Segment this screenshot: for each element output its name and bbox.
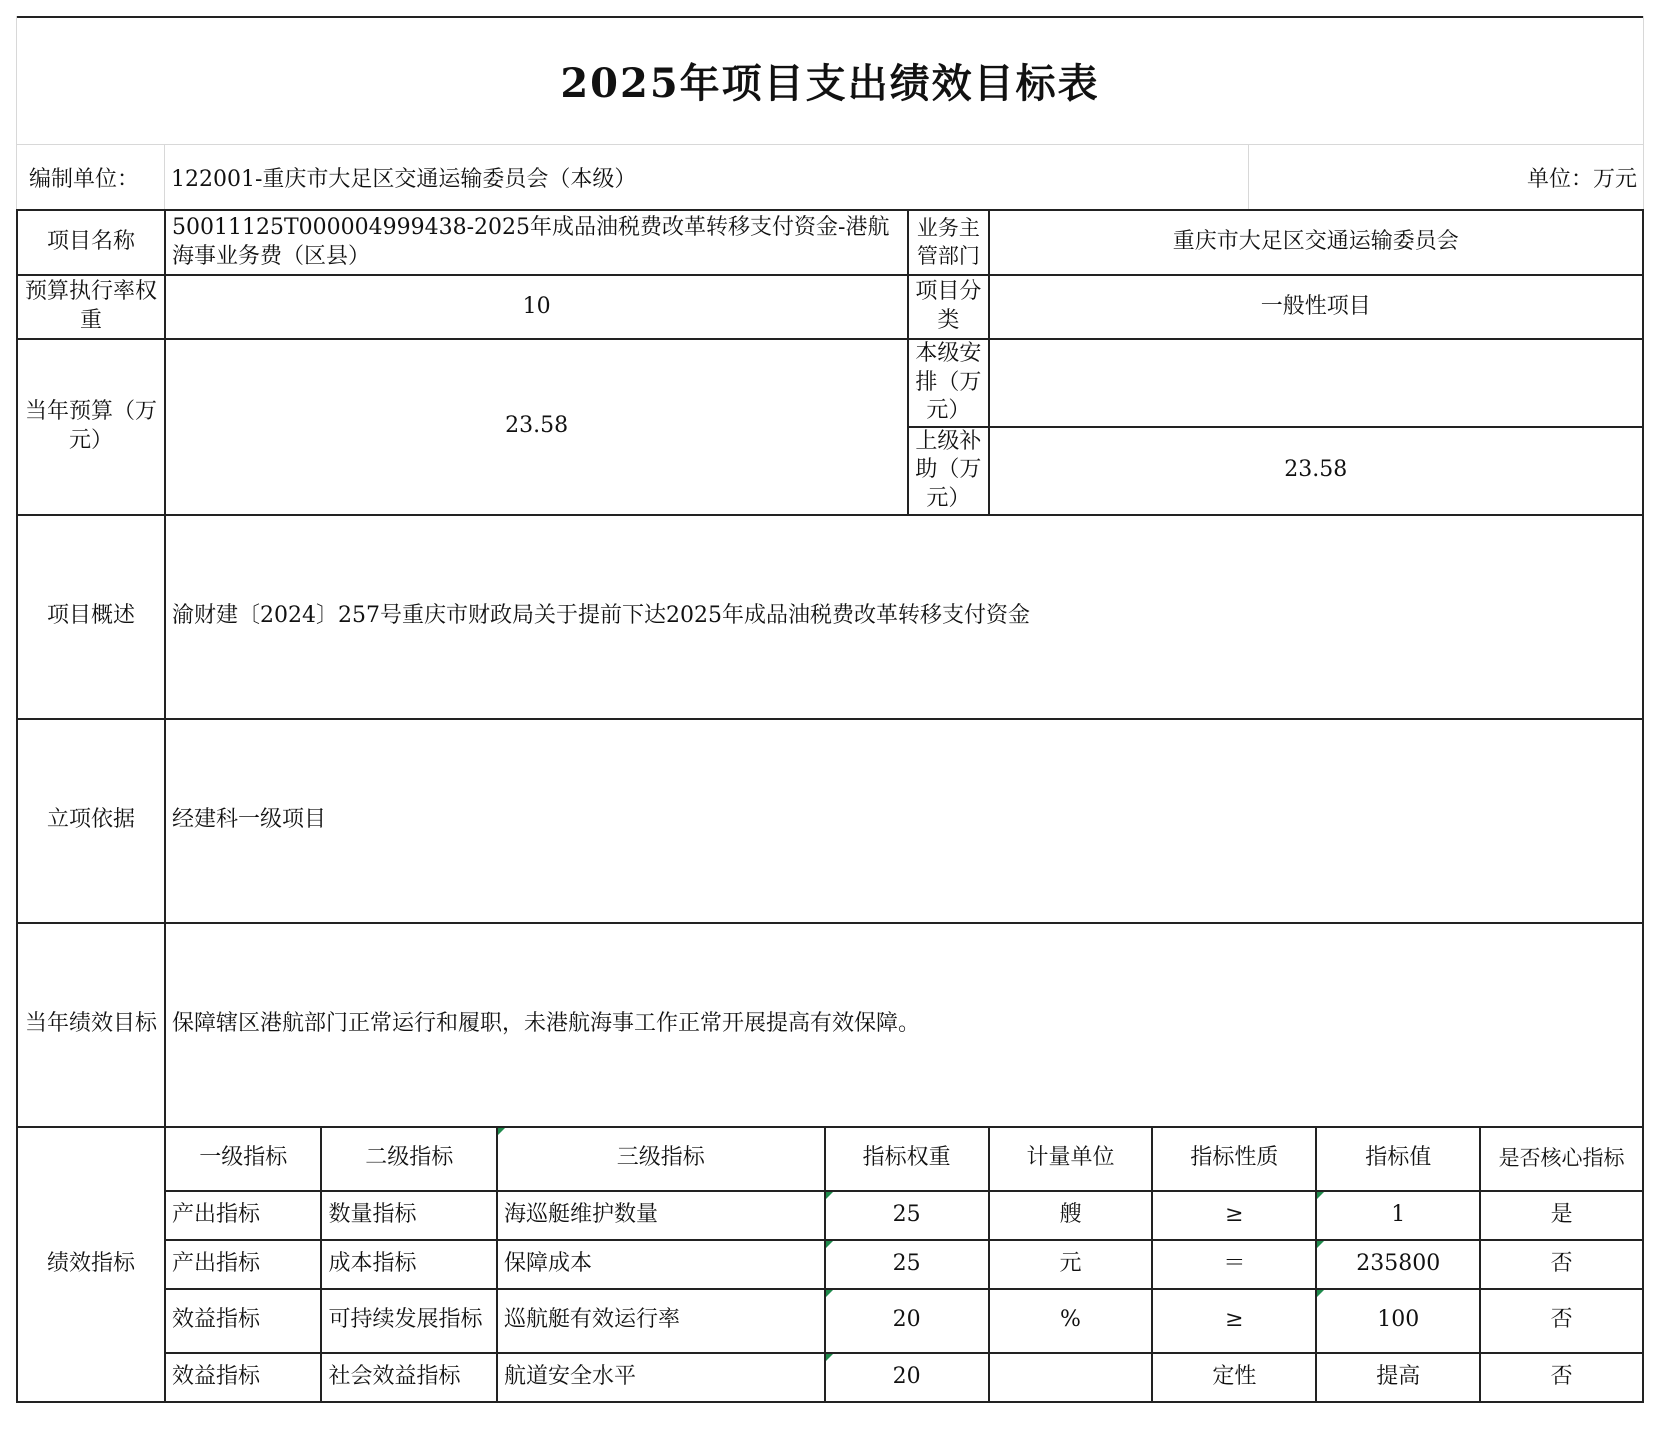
row-budget-local <box>17 339 1643 427</box>
indicator-level1: 效益指标 <box>165 1289 321 1353</box>
superior-subsidy-value: 23.58 <box>989 427 1643 515</box>
indicator-level1: 产出指标 <box>165 1240 321 1289</box>
header-level1: 一级指标 <box>165 1127 321 1191</box>
indicator-unit: % <box>989 1289 1153 1353</box>
indicator-core: 是 <box>1480 1191 1643 1240</box>
budget-value: 23.58 <box>165 339 908 515</box>
basis-label: 立项依据 <box>17 719 165 923</box>
meta-row <box>16 144 1644 209</box>
indicator-value: 100 <box>1316 1289 1480 1353</box>
indicator-level3: 航道安全水平 <box>497 1353 825 1402</box>
indicator-weight: 20 <box>825 1353 989 1402</box>
indicator-nature: ≥ <box>1152 1289 1316 1353</box>
indicator-core: 否 <box>1480 1240 1643 1289</box>
table-row <box>17 1191 1643 1240</box>
header-nature: 指标性质 <box>1152 1127 1316 1191</box>
indicator-nature: ＝ <box>1152 1240 1316 1289</box>
indicator-core: 否 <box>1480 1353 1643 1402</box>
indicator-level1: 产出指标 <box>165 1191 321 1240</box>
currency-unit: 单位：万元 <box>1526 166 1637 192</box>
header-level3: 三级指标 <box>497 1127 825 1191</box>
indicator-weight: 25 <box>825 1240 989 1289</box>
department-label: 业务主管部门 <box>908 210 988 275</box>
header-value: 指标值 <box>1316 1127 1480 1191</box>
local-arrangement-value <box>989 339 1643 427</box>
superior-subsidy-label: 上级补助（万元） <box>908 427 988 515</box>
indicator-value: 1 <box>1316 1191 1480 1240</box>
overview-label: 项目概述 <box>17 515 165 719</box>
indicator-level2: 数量指标 <box>321 1191 496 1240</box>
execution-rate-label: 预算执行率权重 <box>17 275 165 339</box>
indicator-level3: 巡航艇有效运行率 <box>497 1289 825 1353</box>
indicator-value: 235800 <box>1316 1240 1480 1289</box>
project-name-value: 50011125T000004999438-2025年成品油税费改革转移支付资金-港航海事业务费（区县） <box>165 210 908 275</box>
indicator-weight: 20 <box>825 1289 989 1353</box>
project-name-label: 项目名称 <box>17 210 165 275</box>
local-arrangement-label: 本级安排（万元） <box>908 339 988 427</box>
compiling-unit-label: 编制单位： <box>17 145 165 209</box>
row-project-name <box>17 210 1643 275</box>
goal-label: 当年绩效目标 <box>17 923 165 1127</box>
indicator-level3: 海巡艇维护数量 <box>497 1191 825 1240</box>
header-level2: 二级指标 <box>321 1127 496 1191</box>
indicator-value: 提高 <box>1316 1353 1480 1402</box>
indicator-nature: 定性 <box>1152 1353 1316 1402</box>
table-row <box>17 1353 1643 1402</box>
execution-rate-value: 10 <box>165 275 908 339</box>
page-title: 2025年项目支出绩效目标表 <box>560 59 1100 107</box>
indicator-nature: ≥ <box>1152 1191 1316 1240</box>
indicator-unit: 元 <box>989 1240 1153 1289</box>
department-value: 重庆市大足区交通运输委员会 <box>989 210 1643 275</box>
header-unit: 计量单位 <box>989 1127 1153 1191</box>
header-core: 是否核心指标 <box>1480 1127 1643 1191</box>
indicator-level2: 成本指标 <box>321 1240 496 1289</box>
basis-value: 经建科一级项目 <box>165 719 1643 923</box>
indicator-weight: 25 <box>825 1191 989 1240</box>
indicator-unit: 艘 <box>989 1191 1153 1240</box>
goal-value: 保障辖区港航部门正常运行和履职，未港航海事工作正常开展提高有效保障。 <box>165 923 1643 1127</box>
row-execution-rate <box>17 275 1643 339</box>
performance-target-sheet <box>16 16 1644 1422</box>
indicator-unit <box>989 1353 1153 1402</box>
category-value: 一般性项目 <box>989 275 1643 339</box>
indicator-level2: 社会效益指标 <box>321 1353 496 1402</box>
title-row <box>16 16 1644 144</box>
project-table <box>16 209 1644 1403</box>
indicator-core: 否 <box>1480 1289 1643 1353</box>
indicator-level2: 可持续发展指标 <box>321 1289 496 1353</box>
indicator-section-label: 绩效指标 <box>17 1127 165 1402</box>
indicator-level3: 保障成本 <box>497 1240 825 1289</box>
header-weight: 指标权重 <box>825 1127 989 1191</box>
row-basis <box>17 719 1643 923</box>
budget-label: 当年预算（万元） <box>17 339 165 515</box>
overview-value: 渝财建〔2024〕257号重庆市财政局关于提前下达2025年成品油税费改革转移支付资金 <box>165 515 1643 719</box>
category-label: 项目分类 <box>908 275 988 339</box>
indicator-header-row <box>17 1127 1643 1191</box>
row-overview <box>17 515 1643 719</box>
compiling-unit-value: 122001-重庆市大足区交通运输委员会（本级） <box>165 145 1249 209</box>
table-row <box>17 1289 1643 1353</box>
table-row <box>17 1240 1643 1289</box>
indicator-level1: 效益指标 <box>165 1353 321 1402</box>
row-goal <box>17 923 1643 1127</box>
